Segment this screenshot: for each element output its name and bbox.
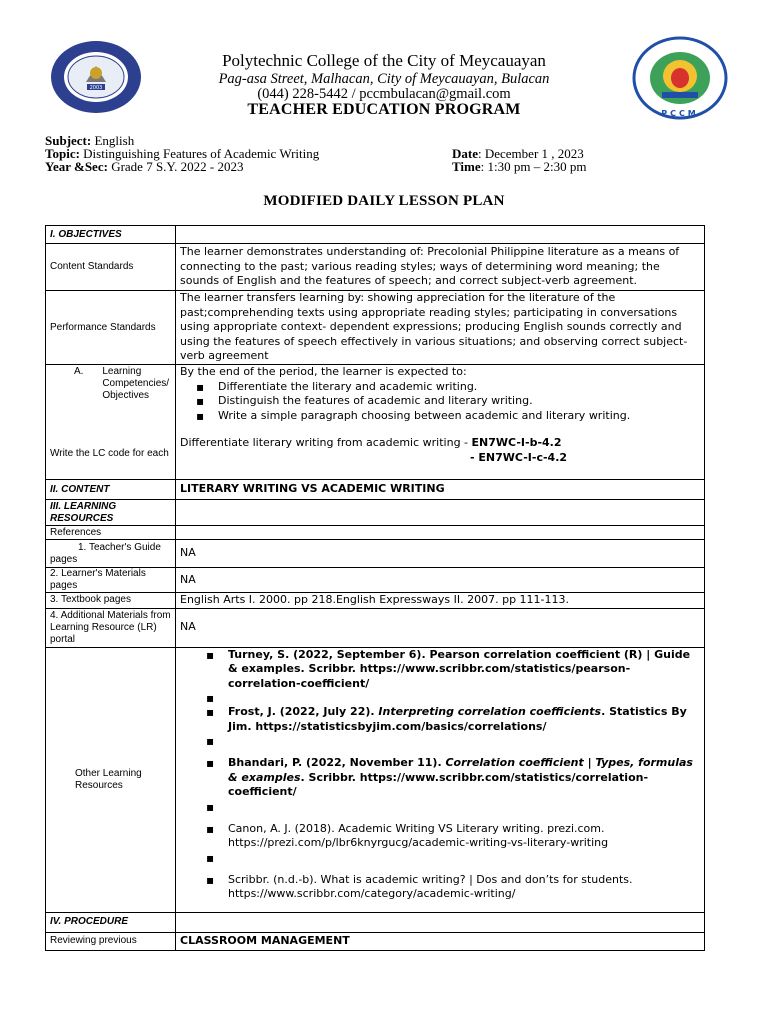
seal-abbreviation: PCCM bbox=[661, 109, 699, 118]
teachers-guide-text: 1. Teacher's Guide pages bbox=[50, 541, 161, 565]
year-section-line bbox=[45, 159, 243, 175]
time-label: Time bbox=[452, 159, 481, 174]
reviewing-previous-value: CLASSROOM MANAGEMENT bbox=[176, 932, 705, 950]
reference-source: . Scribbr. https://www.scribbr.com/statistics/correlation-coefficient/ bbox=[228, 770, 649, 798]
reference-text: Scribbr. (n.d.-b). What is academic writing? | Dos and don’ts for students. https://www.scribbr.com/category/academic-writing/ bbox=[228, 872, 633, 900]
table-row bbox=[46, 647, 705, 912]
content-value: LITERARY WRITING VS ACADEMIC WRITING bbox=[176, 480, 705, 500]
program-seal-logo bbox=[632, 36, 728, 120]
references-empty-cell bbox=[176, 526, 705, 540]
references-label: References bbox=[46, 526, 176, 540]
year-section-label: Year &Sec: bbox=[45, 159, 108, 174]
subject-value: English bbox=[94, 133, 135, 148]
program-name: TEACHER EDUCATION PROGRAM bbox=[247, 101, 521, 118]
reference-title: Correlation coefficient | Types, formulas & examples bbox=[228, 756, 693, 784]
subject-label: Subject: bbox=[45, 133, 92, 148]
lc-code-label: Write the LC code for each bbox=[50, 448, 169, 459]
table-row bbox=[46, 365, 705, 480]
college-name: Polytechnic College of the City of Meycauayan bbox=[222, 51, 546, 70]
table-row bbox=[46, 500, 705, 526]
lc-intro: By the end of the period, the learner is expected to: bbox=[180, 365, 467, 378]
learning-competencies-content bbox=[176, 365, 705, 480]
procedure-empty-cell bbox=[176, 912, 705, 932]
table-row bbox=[46, 540, 705, 568]
content-standards-label: Content Standards bbox=[46, 244, 176, 291]
lc-code-2: EN7WC-I-c-4.2 bbox=[478, 450, 568, 464]
list-item bbox=[228, 756, 700, 800]
performance-standards-label: Performance Standards bbox=[46, 291, 176, 365]
reference-text: Frost, J. (2022, July 22). bbox=[228, 705, 379, 718]
other-resources-list bbox=[180, 648, 700, 902]
teachers-guide-value: NA bbox=[176, 540, 705, 568]
learners-materials-label: 2. Learner's Materials pages bbox=[46, 568, 176, 593]
other-resources-label-cell bbox=[46, 647, 176, 912]
table-row bbox=[46, 480, 705, 500]
performance-standards-text: The learner transfers learning by: showing appreciation for the literature of the past;comprehending texts using appropriate reading styles; participating in conversations using appropriate context- dependent expressions; producing English sounds correctly and using the features of speech effectively in various situations; and observing correct subject-verb agreement bbox=[176, 291, 705, 365]
textbook-value: English Arts I. 2000. pp 218.English Expressways II. 2007. pp 111-113. bbox=[176, 593, 705, 609]
college-address: Pag-asa Street, Malhacan, City of Meycauayan, Bulacan bbox=[218, 71, 550, 87]
table-row bbox=[46, 226, 705, 244]
reference-text: Canon, A. J. (2018). Academic Writing VS Literary writing. prezi.com. https://prezi.com/p/lbr6knyrgucg/academic-writing-vs-literary-writing bbox=[228, 821, 609, 849]
content-standards-text: The learner demonstrates understanding of: Precolonial Philippine literature as a means of connecting to the past; various reading styles; ways of determining word meaning; the sounds of English and the features of speech; and correct subject-verb agreement. bbox=[176, 244, 705, 291]
table-row bbox=[46, 608, 705, 647]
table-row bbox=[46, 568, 705, 593]
seal-year: 2003 bbox=[89, 85, 103, 91]
learning-competencies-heading bbox=[50, 366, 171, 402]
reference-source: . Statistics By Jim. https://statisticsbyjim.com/basics/correlations/ bbox=[228, 705, 687, 733]
topic-value: Distinguishing Features of Academic Writing bbox=[83, 146, 320, 161]
table-row bbox=[46, 932, 705, 950]
topic-label: Topic: bbox=[45, 146, 80, 161]
additional-materials-label: 4. Additional Materials from Learning Resource (LR) portal bbox=[46, 608, 176, 647]
learners-materials-value: NA bbox=[176, 568, 705, 593]
lc-code-line-1 bbox=[180, 436, 700, 451]
list-item bbox=[228, 648, 700, 692]
table-row bbox=[46, 291, 705, 365]
list-item bbox=[228, 822, 700, 851]
college-contact: (044) 228-5442 / pccmbulacan@gmail.com bbox=[257, 86, 511, 102]
content-heading: II. CONTENT bbox=[46, 480, 176, 500]
learning-competencies-label-cell bbox=[46, 365, 176, 480]
objectives-empty-cell bbox=[176, 226, 705, 244]
reference-title: Interpreting correlation coefficients bbox=[378, 705, 602, 718]
additional-materials-value: NA bbox=[176, 608, 705, 647]
reference-text: Bhandari, P. (2022, November 11). bbox=[228, 756, 446, 769]
objectives-heading: I. OBJECTIVES bbox=[46, 226, 176, 244]
table-row bbox=[46, 912, 705, 932]
textbook-label: 3. Textbook pages bbox=[46, 593, 176, 609]
table-row bbox=[46, 244, 705, 291]
list-item: ▪ Write a simple paragraph choosing between academic and literary writing. bbox=[218, 409, 700, 424]
lc-code-text: Differentiate literary writing from academic writing - bbox=[180, 436, 472, 449]
list-item bbox=[228, 873, 700, 902]
reviewing-previous-label: Reviewing previous bbox=[46, 932, 176, 950]
table-row bbox=[46, 593, 705, 609]
reference-text: Turney, S. (2022, September 6). Pearson correlation coefficient (R) | Guide & examples. Scribbr. https://www.scribbr.com/statistics/pearson-correlation-coefficient/ bbox=[228, 647, 691, 690]
lc-code-2-prefix: - bbox=[470, 450, 479, 464]
date-label: Date bbox=[452, 146, 478, 161]
other-resources-label: Other Learning Resources bbox=[75, 767, 142, 791]
table-row bbox=[46, 526, 705, 540]
lc-letter: A. bbox=[74, 366, 84, 377]
lc-code-1: EN7WC-I-b-4.2 bbox=[471, 436, 562, 449]
time-value: : 1:30 pm – 2:30 pm bbox=[480, 159, 587, 174]
time-line bbox=[452, 159, 586, 175]
list-item: ▪ Differentiate the literary and academic writing. bbox=[218, 380, 700, 395]
learning-resources-heading: III. LEARNING RESOURCES bbox=[46, 500, 176, 526]
list-item bbox=[228, 705, 700, 734]
other-resources-content bbox=[176, 647, 705, 912]
college-seal-logo bbox=[50, 40, 142, 114]
learning-resources-empty-cell bbox=[176, 500, 705, 526]
year-section-value: Grade 7 S.Y. 2022 - 2023 bbox=[111, 159, 244, 174]
date-value: : December 1 , 2023 bbox=[478, 146, 584, 161]
procedure-heading: IV. PROCEDURE bbox=[46, 912, 176, 932]
lc-code-line-2 bbox=[180, 451, 700, 466]
teachers-guide-label bbox=[46, 540, 176, 568]
list-item: ▪ Distinguish the features of academic and literary writing. bbox=[218, 394, 700, 409]
document-title: MODIFIED DAILY LESSON PLAN bbox=[263, 193, 505, 209]
lesson-plan-table bbox=[45, 225, 705, 951]
lc-label: Learning Competencies/ Objectives bbox=[102, 366, 170, 401]
lc-objectives-list bbox=[180, 380, 700, 424]
